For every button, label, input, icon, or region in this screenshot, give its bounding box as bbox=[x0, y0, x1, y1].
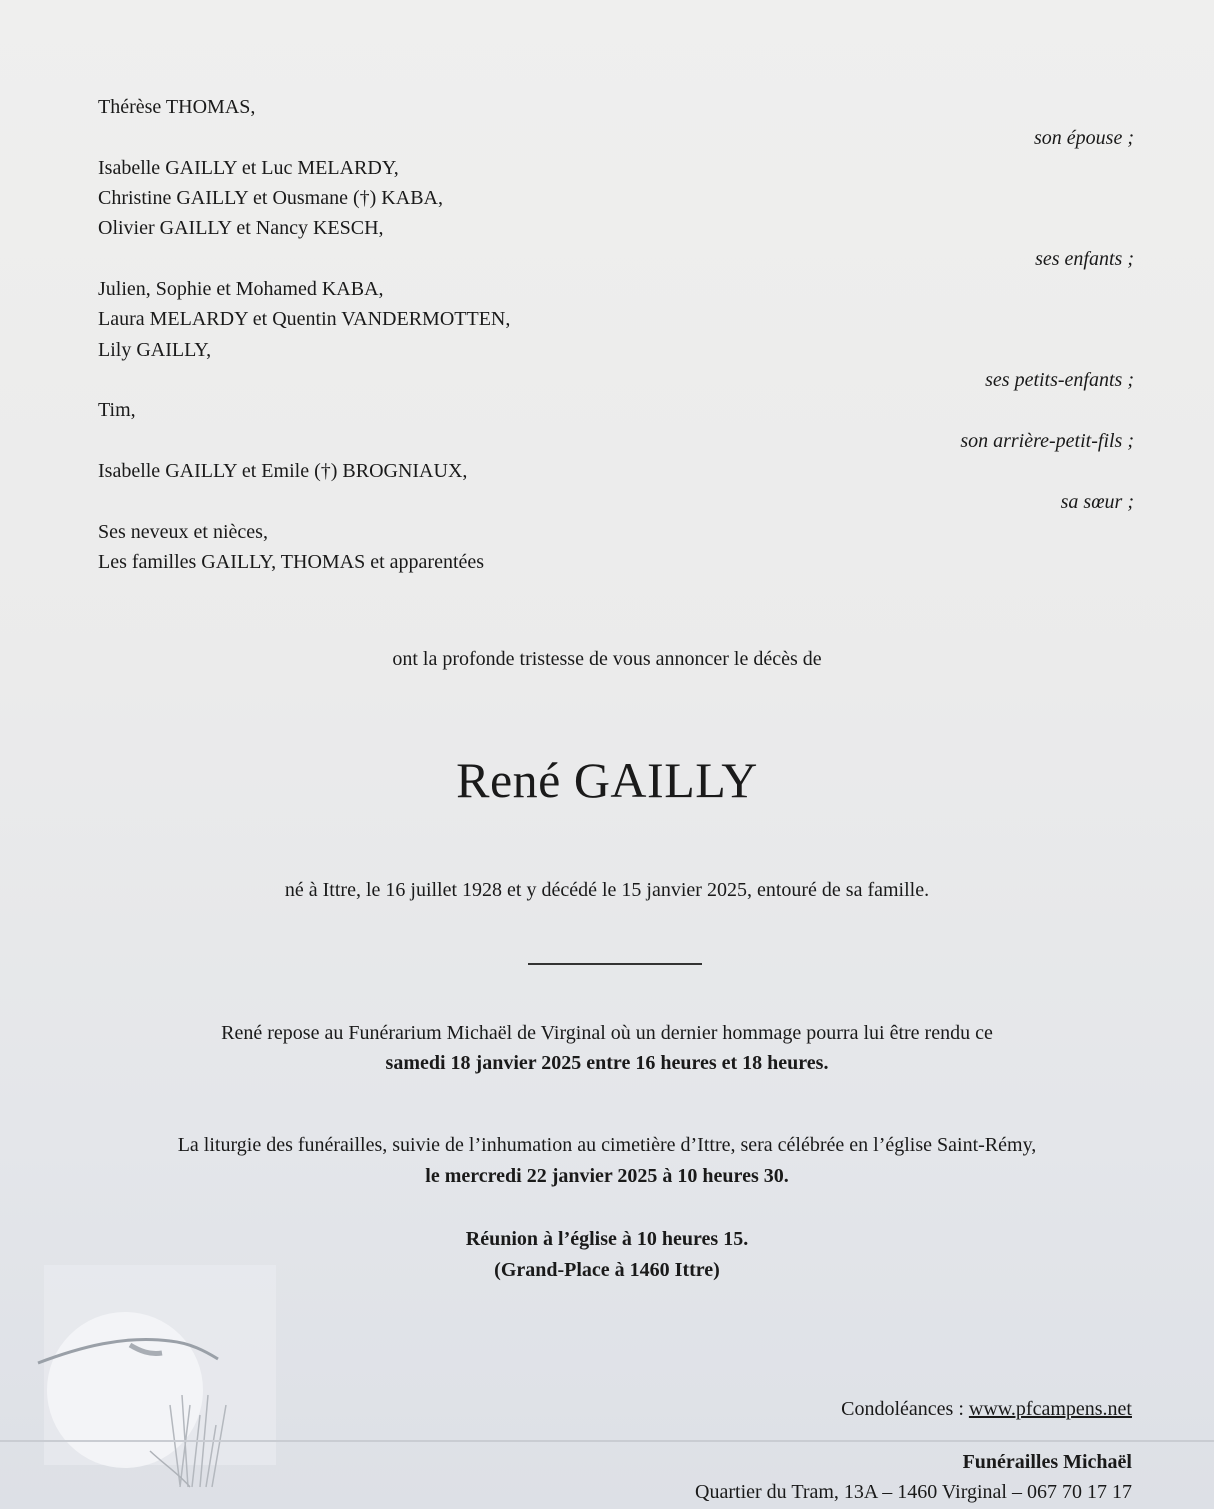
separator-line bbox=[528, 963, 702, 965]
other-relatives-line: Les familles GAILLY, THOMAS et apparentées bbox=[98, 551, 485, 573]
child-line: Isabelle GAILLY et Luc MELARDY, bbox=[98, 157, 399, 179]
wife-name: Thérèse THOMAS, bbox=[98, 96, 256, 118]
birth-death-text: né à Ittre, le 16 juillet 1928 et y décédé le 15 janvier 2025, entouré de sa famille. bbox=[284, 879, 930, 901]
wife-role: son épouse ; bbox=[1034, 127, 1134, 149]
other-relatives-line: Ses neveux et nièces, bbox=[98, 521, 268, 543]
funeral-home-address: Quartier du Tram, 13A – 1460 Virginal – 067 70 17 17 bbox=[695, 1481, 1132, 1503]
children-role: ses enfants ; bbox=[1035, 248, 1134, 270]
meeting-place: (Grand-Place à 1460 Ittre) bbox=[494, 1259, 720, 1281]
condolences-label: Condoléances : bbox=[841, 1398, 964, 1420]
grandchild-line: Laura MELARDY et Quentin VANDERMOTTEN, bbox=[98, 308, 511, 330]
grandchild-line: Lily GAILLY, bbox=[98, 339, 212, 361]
condolences-link[interactable]: www.pfcampens.net bbox=[968, 1398, 1132, 1420]
announcement-text: ont la profonde tristesse de vous annoncer le décès de bbox=[392, 648, 822, 670]
heron-illustration bbox=[30, 1255, 290, 1509]
child-line: Olivier GAILLY et Nancy KESCH, bbox=[98, 217, 384, 239]
child-line: Christine GAILLY et Ousmane (†) KABA, bbox=[98, 187, 443, 209]
sister-role: sa sœur ; bbox=[1060, 491, 1134, 513]
great-grandson-name: Tim, bbox=[98, 399, 136, 421]
grandchildren-role: ses petits-enfants ; bbox=[985, 369, 1134, 391]
funeral-home-name: Funérailles Michaël bbox=[962, 1451, 1132, 1473]
visitation-date: samedi 18 janvier 2025 entre 16 heures et 18 heures. bbox=[385, 1052, 829, 1074]
funeral-text: La liturgie des funérailles, suivie de l’inhumation au cimetière d’Ittre, sera célébrée en l’église Saint-Rémy, bbox=[177, 1134, 1037, 1156]
great-grandson-role: son arrière-petit-fils ; bbox=[960, 430, 1134, 452]
visitation-text: René repose au Funérarium Michaël de Virginal où un dernier hommage pourra lui être rendu ce bbox=[221, 1022, 993, 1044]
meeting-time: Réunion à l’église à 10 heures 15. bbox=[465, 1228, 749, 1250]
sister-name: Isabelle GAILLY et Emile (†) BROGNIAUX, bbox=[98, 460, 468, 482]
deceased-name: René GAILLY bbox=[456, 752, 758, 808]
funeral-date: le mercredi 22 janvier 2025 à 10 heures 30. bbox=[425, 1165, 789, 1187]
grandchild-line: Julien, Sophie et Mohamed KABA, bbox=[98, 278, 384, 300]
footer-divider bbox=[0, 1440, 1214, 1442]
condolences-line bbox=[841, 1397, 1132, 1421]
